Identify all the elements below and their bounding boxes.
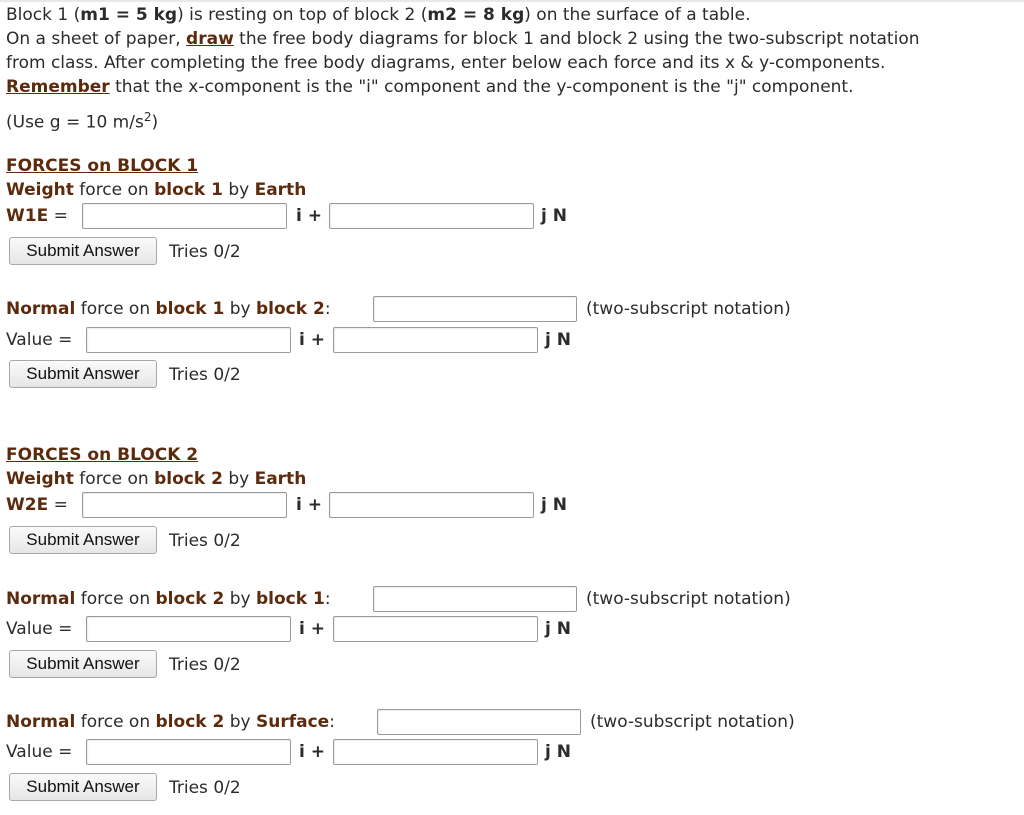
force-kind: Normal bbox=[6, 712, 76, 732]
problem-text: On a sheet of paper, bbox=[6, 29, 187, 49]
tries-counter: Tries 0/2 bbox=[169, 778, 241, 798]
mass-1: m1 = 5 kg bbox=[80, 5, 178, 25]
w1e-i-input[interactable] bbox=[82, 203, 287, 229]
submit-answer-button[interactable]: Submit Answer bbox=[9, 360, 157, 388]
variable-name: W2E bbox=[6, 495, 49, 515]
force-source: Earth bbox=[254, 469, 307, 489]
problem-line-3 bbox=[6, 52, 885, 74]
value-label: Value = bbox=[6, 742, 73, 762]
w2e-label bbox=[6, 494, 68, 516]
problem-line-1 bbox=[6, 4, 751, 26]
equals-sign: = bbox=[48, 206, 68, 226]
problem-text: ) is resting on top of block 2 ( bbox=[177, 5, 428, 25]
n12-i-input[interactable] bbox=[86, 327, 291, 353]
force-source: block 1 bbox=[256, 589, 325, 609]
problem-text: Block 1 ( bbox=[6, 5, 81, 25]
colon: : bbox=[324, 589, 331, 609]
colon: : bbox=[324, 299, 331, 319]
force-label-n2s bbox=[6, 711, 335, 733]
force-text: force on bbox=[75, 712, 156, 732]
j-n-label bbox=[541, 494, 567, 516]
force-kind: Normal bbox=[6, 589, 76, 609]
force-kind: Weight bbox=[6, 469, 74, 489]
i-plus-label: i + bbox=[299, 330, 325, 350]
n2s-j-input[interactable] bbox=[333, 739, 538, 765]
n21-i-input[interactable] bbox=[86, 616, 291, 642]
i-plus-label: i + bbox=[299, 619, 325, 639]
gravity-text: ) bbox=[151, 112, 159, 133]
force-text: by bbox=[224, 589, 256, 609]
n2s-notation-input[interactable] bbox=[377, 709, 581, 735]
n2s-i-input[interactable] bbox=[86, 739, 291, 765]
j-unit: j N bbox=[541, 206, 567, 226]
j-unit: j N bbox=[541, 495, 567, 515]
problem-text: the free body diagrams for block 1 and block 2 using the two-subscript notation bbox=[233, 29, 920, 49]
j-unit: j N bbox=[545, 330, 571, 350]
w1e-j-input[interactable] bbox=[329, 203, 534, 229]
tries-counter: Tries 0/2 bbox=[169, 531, 241, 551]
two-subscript-hint: (two-subscript notation) bbox=[586, 299, 791, 319]
force-source: block 2 bbox=[256, 299, 325, 319]
section-title: FORCES on BLOCK 2 bbox=[6, 445, 199, 465]
force-target: block 2 bbox=[155, 589, 225, 609]
force-label-w2e bbox=[6, 468, 306, 490]
variable-name: W1E bbox=[6, 206, 49, 226]
n21-j-input[interactable] bbox=[333, 616, 538, 642]
force-label-w1e bbox=[6, 179, 306, 201]
force-target: block 1 bbox=[155, 299, 225, 319]
force-target: block 2 bbox=[155, 712, 225, 732]
two-subscript-hint: (two-subscript notation) bbox=[590, 712, 795, 732]
two-subscript-hint: (two-subscript notation) bbox=[586, 589, 791, 609]
section-header-block-2 bbox=[6, 444, 198, 466]
force-label-n12 bbox=[6, 298, 331, 320]
mass-2: m2 = 8 kg bbox=[427, 5, 525, 25]
problem-line-4 bbox=[6, 76, 854, 98]
submit-answer-button[interactable]: Submit Answer bbox=[9, 237, 157, 265]
submit-answer-button[interactable]: Submit Answer bbox=[9, 773, 157, 801]
force-source: Surface bbox=[256, 712, 330, 732]
force-text: force on bbox=[73, 180, 155, 200]
problem-text: from class. After completing the free body diagrams, enter below each force and its x & y-components. bbox=[6, 53, 886, 73]
w1e-label bbox=[6, 205, 68, 227]
gravity-exponent: 2 bbox=[143, 110, 152, 124]
i-plus-label: i + bbox=[296, 495, 322, 515]
problem-line-2 bbox=[6, 28, 920, 50]
force-label-n21 bbox=[6, 588, 331, 610]
n21-notation-input[interactable] bbox=[373, 586, 577, 612]
section-title: FORCES on BLOCK 1 bbox=[6, 156, 199, 176]
problem-text: ) on the surface of a table. bbox=[524, 5, 751, 25]
i-plus-label: i + bbox=[296, 206, 322, 226]
top-border bbox=[0, 0, 1024, 2]
tries-counter: Tries 0/2 bbox=[169, 365, 241, 385]
j-n-label bbox=[545, 618, 571, 640]
force-kind: Normal bbox=[6, 299, 76, 319]
tries-counter: Tries 0/2 bbox=[169, 242, 241, 262]
section-header-block-1 bbox=[6, 155, 198, 177]
problem-text: that the x-component is the "i" component and the y-component is the "j" component. bbox=[109, 77, 854, 97]
force-target: block 2 bbox=[154, 469, 223, 489]
j-n-label bbox=[545, 329, 571, 351]
force-text: force on bbox=[73, 469, 155, 489]
n12-notation-input[interactable] bbox=[373, 296, 577, 322]
j-unit: j N bbox=[545, 619, 571, 639]
force-text: by bbox=[224, 299, 256, 319]
force-text: by bbox=[222, 469, 255, 489]
tries-counter: Tries 0/2 bbox=[169, 655, 241, 675]
submit-answer-button[interactable]: Submit Answer bbox=[9, 526, 157, 554]
remember-emphasis: Remember bbox=[6, 77, 110, 97]
force-text: force on bbox=[75, 589, 156, 609]
w2e-j-input[interactable] bbox=[329, 492, 534, 518]
submit-answer-button[interactable]: Submit Answer bbox=[9, 650, 157, 678]
n12-j-input[interactable] bbox=[333, 327, 538, 353]
force-source: Earth bbox=[254, 180, 307, 200]
problem-line-5 bbox=[6, 106, 158, 134]
j-n-label bbox=[541, 205, 567, 227]
force-text: by bbox=[222, 180, 255, 200]
force-kind: Weight bbox=[6, 180, 74, 200]
equals-sign: = bbox=[48, 495, 68, 515]
j-unit: j N bbox=[545, 742, 571, 762]
gravity-text: (Use g = 10 m/s bbox=[6, 112, 144, 133]
force-text: force on bbox=[75, 299, 156, 319]
value-label: Value = bbox=[6, 619, 73, 639]
draw-emphasis: draw bbox=[186, 29, 234, 49]
j-n-label bbox=[545, 741, 571, 763]
colon: : bbox=[329, 712, 335, 732]
i-plus-label: i + bbox=[299, 742, 325, 762]
force-text: by bbox=[224, 712, 256, 732]
w2e-i-input[interactable] bbox=[82, 492, 287, 518]
value-label: Value = bbox=[6, 330, 73, 350]
force-target: block 1 bbox=[154, 180, 223, 200]
